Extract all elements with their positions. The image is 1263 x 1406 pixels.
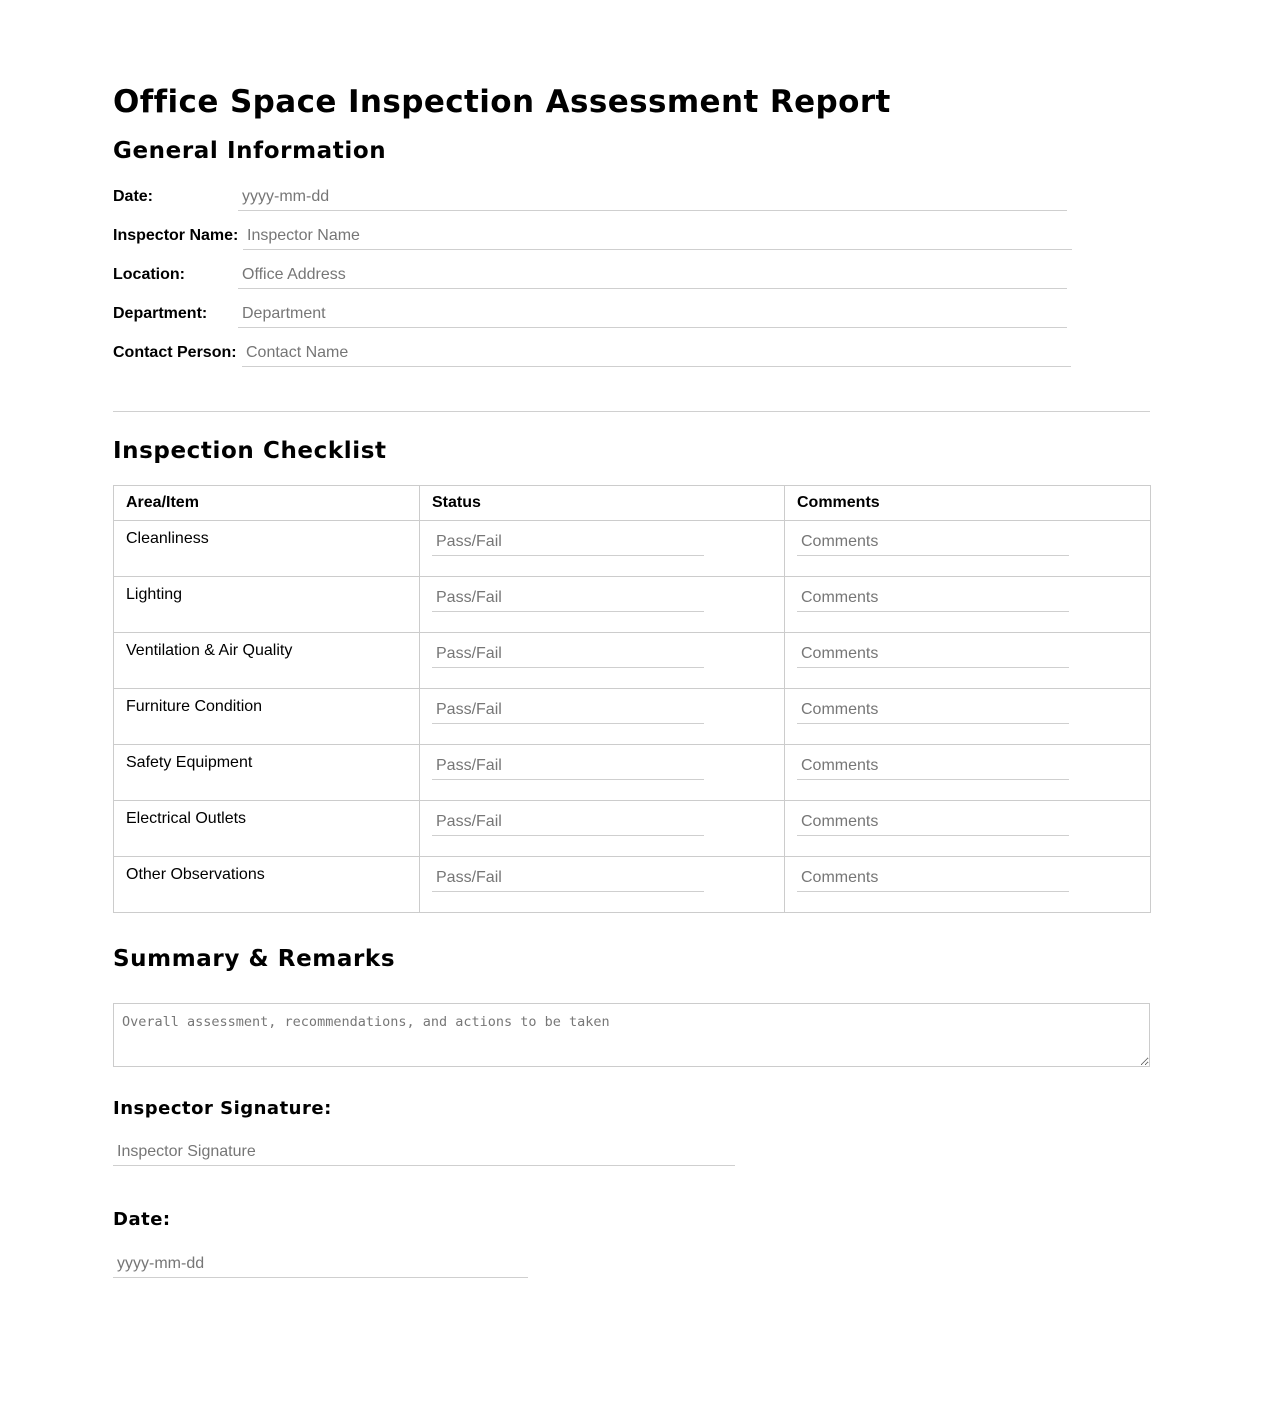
comments-input[interactable]	[797, 696, 1069, 724]
status-input[interactable]	[432, 752, 704, 780]
table-row	[114, 633, 1151, 689]
area-item-cell	[114, 521, 420, 577]
status-input[interactable]	[432, 696, 704, 724]
inspection-checklist-table	[113, 485, 1151, 913]
table-row	[114, 689, 1151, 745]
general-info-heading: General Information	[113, 138, 387, 164]
inspector-name-label: Inspector Name:	[113, 227, 239, 244]
inspector-name-input[interactable]	[243, 222, 1072, 250]
area-item-cell	[114, 577, 420, 633]
area-item-label: Furniture Condition	[126, 698, 263, 715]
table-header-row	[114, 486, 1151, 521]
status-cell	[420, 521, 785, 577]
comments-cell	[785, 857, 1151, 913]
comments-cell	[785, 745, 1151, 801]
status-input[interactable]	[432, 584, 704, 612]
area-item-label: Lighting	[126, 586, 183, 603]
area-item-label: Safety Equipment	[126, 754, 253, 771]
area-item-cell	[114, 745, 420, 801]
location-input[interactable]	[238, 261, 1067, 289]
status-cell	[420, 689, 785, 745]
area-item-label: Electrical Outlets	[126, 810, 247, 827]
table-row	[114, 801, 1151, 857]
date-input[interactable]	[238, 183, 1067, 211]
comments-cell	[785, 633, 1151, 689]
area-item-cell	[114, 689, 420, 745]
area-item-cell	[114, 633, 420, 689]
comments-input[interactable]	[797, 584, 1069, 612]
area-item-label: Ventilation & Air Quality	[126, 642, 293, 659]
comments-input[interactable]	[797, 864, 1069, 892]
table-row	[114, 521, 1151, 577]
status-cell	[420, 633, 785, 689]
status-input[interactable]	[432, 640, 704, 668]
comments-input[interactable]	[797, 808, 1069, 836]
date-label: Date:	[113, 188, 154, 205]
checklist-heading: Inspection Checklist	[113, 438, 387, 464]
status-cell	[420, 857, 785, 913]
table-row	[114, 577, 1151, 633]
comments-input[interactable]	[797, 752, 1069, 780]
area-item-cell	[114, 801, 420, 857]
signature-date-heading: Date:	[113, 1209, 171, 1230]
comments-cell	[785, 521, 1151, 577]
status-cell	[420, 577, 785, 633]
column-header-status: Status	[420, 486, 785, 521]
column-header-comments: Comments	[785, 486, 1151, 521]
report-title: Office Space Inspection Assessment Report	[113, 84, 891, 120]
summary-remarks-textarea[interactable]	[113, 1003, 1150, 1067]
inspector-signature-input[interactable]	[113, 1138, 735, 1166]
table-row	[114, 745, 1151, 801]
summary-heading: Summary & Remarks	[113, 946, 396, 972]
area-item-label: Cleanliness	[126, 530, 209, 547]
status-cell	[420, 801, 785, 857]
status-input[interactable]	[432, 864, 704, 892]
column-header-area-item: Area/Item	[114, 486, 420, 521]
comments-cell	[785, 577, 1151, 633]
contact-person-label: Contact Person:	[113, 344, 237, 361]
contact-person-input[interactable]	[242, 339, 1071, 367]
comments-cell	[785, 801, 1151, 857]
status-input[interactable]	[432, 808, 704, 836]
area-item-cell	[114, 857, 420, 913]
comments-input[interactable]	[797, 640, 1069, 668]
comments-input[interactable]	[797, 528, 1069, 556]
inspector-signature-heading: Inspector Signature:	[113, 1098, 332, 1119]
status-cell	[420, 745, 785, 801]
status-input[interactable]	[432, 528, 704, 556]
department-input[interactable]	[238, 300, 1067, 328]
comments-cell	[785, 689, 1151, 745]
department-label: Department:	[113, 305, 208, 322]
table-row	[114, 857, 1151, 913]
section-divider	[113, 411, 1150, 412]
area-item-label: Other Observations	[126, 866, 265, 883]
location-label: Location:	[113, 266, 185, 283]
signature-date-input[interactable]	[113, 1250, 528, 1278]
